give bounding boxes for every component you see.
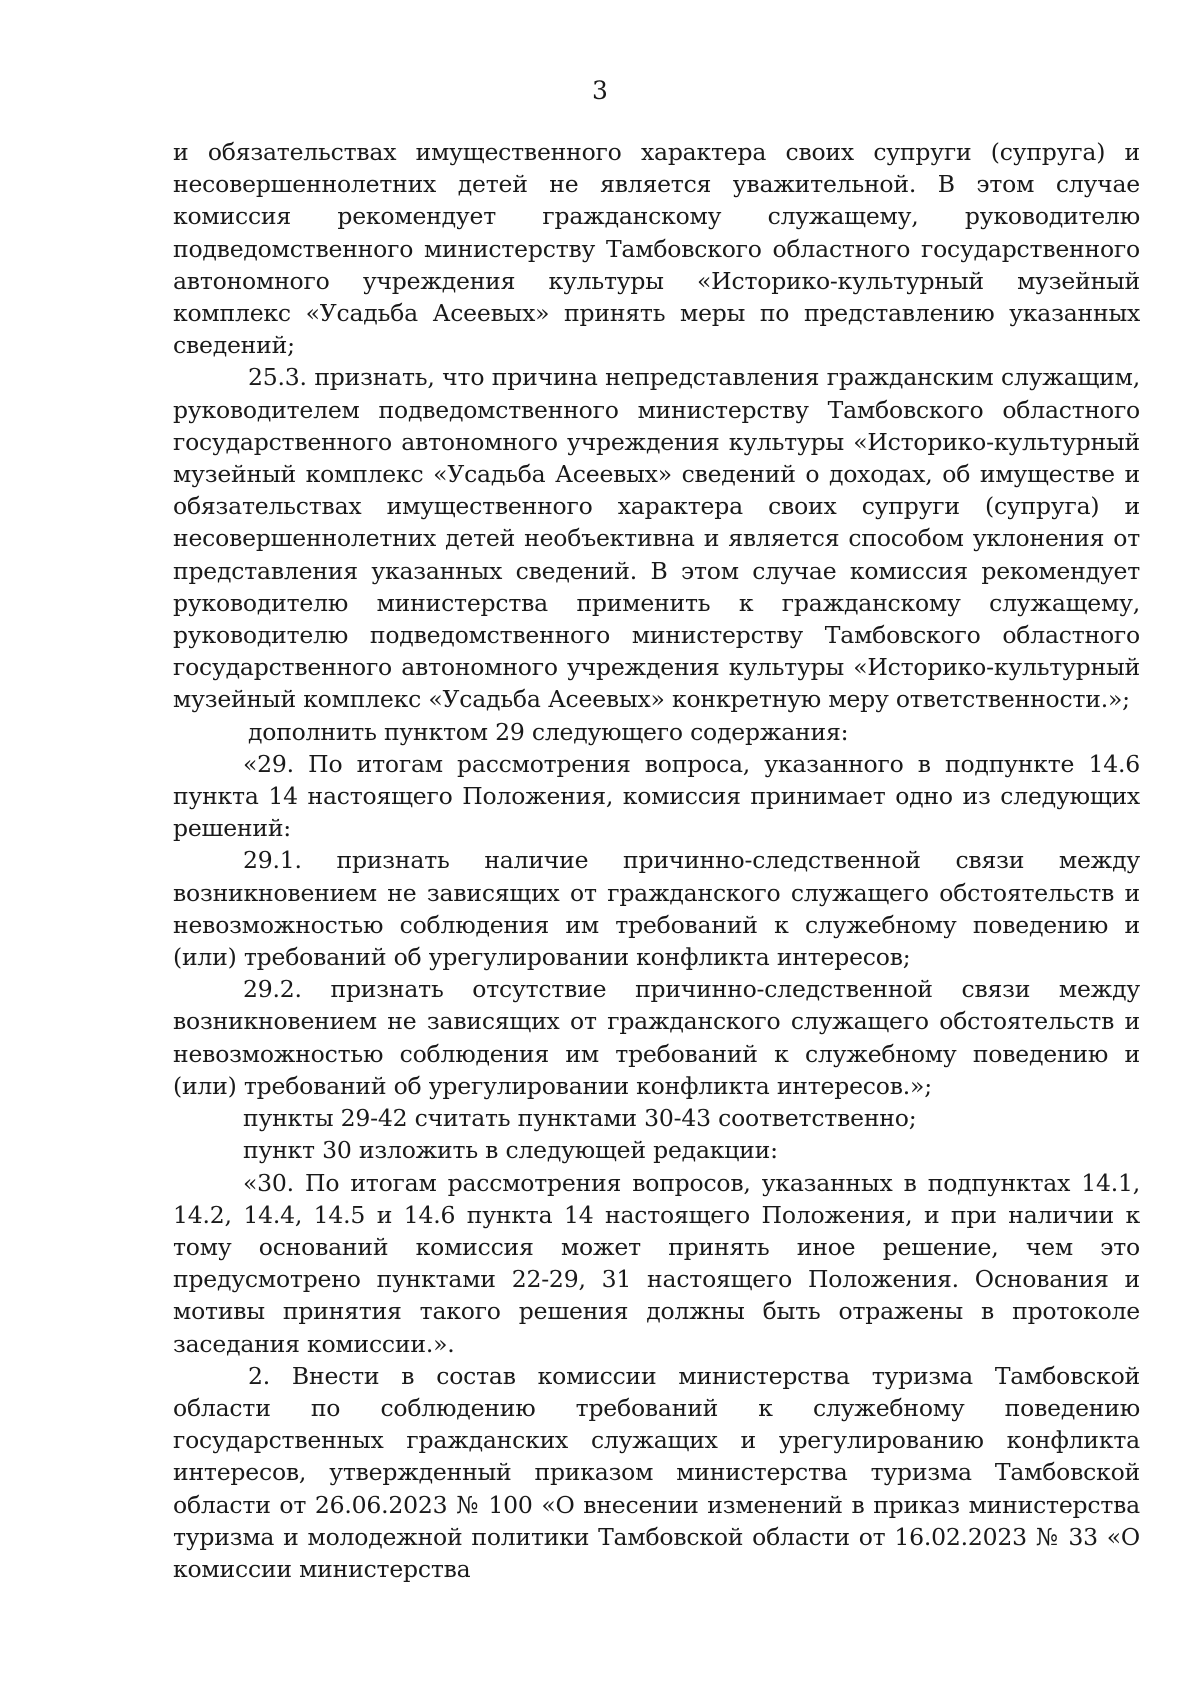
paragraph-7: пункты 29-42 считать пунктами 30-43 соответственно; <box>243 1104 917 1133</box>
paragraph-10: 2. Внести в состав комиссии министерства туризма Тамбовской области по соблюдению требований к служебному поведению государственных гражданских служащих и урегулированию конфликта интересов, утвержденный приказом министерства туризма Тамбовской области от 26.06.2023 № 100 «О внесении изменений в приказ министерства туризма и молодежной политики Тамбовской области от 16.02.2023 № 33 «О комиссии министерства <box>173 1361 1140 1583</box>
paragraph-2: 25.3. признать, что причина непредставления гражданским служащим, руководителем подведомственного министерству Тамбовского областного государственного автономного учреждения культуры «Историко-культурный музейный комплекс «Усадьба Асеевых» сведений о доходах, об имуществе и обязательствах имущественного характера своих супруги (супруга) и несовершеннолетних детей необъективна и является способом уклонения от представления указанных сведений. В этом случае комиссия рекомендует руководителю министерства применить к гражданскому служащему, руководителю подведомственного министерству Тамбовского областного государственного автономного учреждения культуры «Историко-культурный музейный комплекс «Усадьба Асеевых» конкретную меру ответственности.»; <box>173 363 1140 714</box>
paragraph-4: «29. По итогам рассмотрения вопроса, указанного в подпункте 14.6 пункта 14 настоящего Положения, комиссия принимает одно из следующих решений: <box>173 749 1140 843</box>
document-body <box>173 136 1140 1585</box>
paragraph-3: дополнить пунктом 29 следующего содержания: <box>248 717 849 746</box>
paragraph-8: пункт 30 изложить в следующей редакции: <box>243 1136 778 1165</box>
paragraph-6: 29.2. признать отсутствие причинно-следственной связи между возникновением не зависящих от гражданского служащего обстоятельств и невозможностью соблюдения им требований к служебному поведению и (или) требований об урегулировании конфликта интересов.»; <box>173 975 1140 1100</box>
paragraph-9: «30. По итогам рассмотрения вопросов, указанных в подпунктах 14.1, 14.2, 14.4, 14.5 и 14.6 пункта 14 настоящего Положения, и при наличии к тому оснований комиссия может принять иное решение, чем это предусмотрено пунктами 22-29, 31 настоящего Положения. Основания и мотивы принятия такого решения должны быть отражены в протоколе заседания комиссии.». <box>173 1168 1140 1358</box>
paragraph-1: и обязательствах имущественного характера своих супруги (супруга) и несовершеннолетних детей не является уважительной. В этом случае комиссия рекомендует гражданскому служащему, руководителю подведомственного министерству Тамбовского областного государственного автономного учреждения культуры «Историко-культурный музейный комплекс «Усадьба Асеевых» принять меры по представлению указанных сведений; <box>173 138 1140 360</box>
paragraph-5: 29.1. признать наличие причинно-следственной связи между возникновением не зависящих от гражданского служащего обстоятельств и невозможностью соблюдения им требований к служебному поведению и (или) требований об урегулировании конфликта интересов; <box>173 846 1140 972</box>
page-number: 3 <box>592 76 608 105</box>
